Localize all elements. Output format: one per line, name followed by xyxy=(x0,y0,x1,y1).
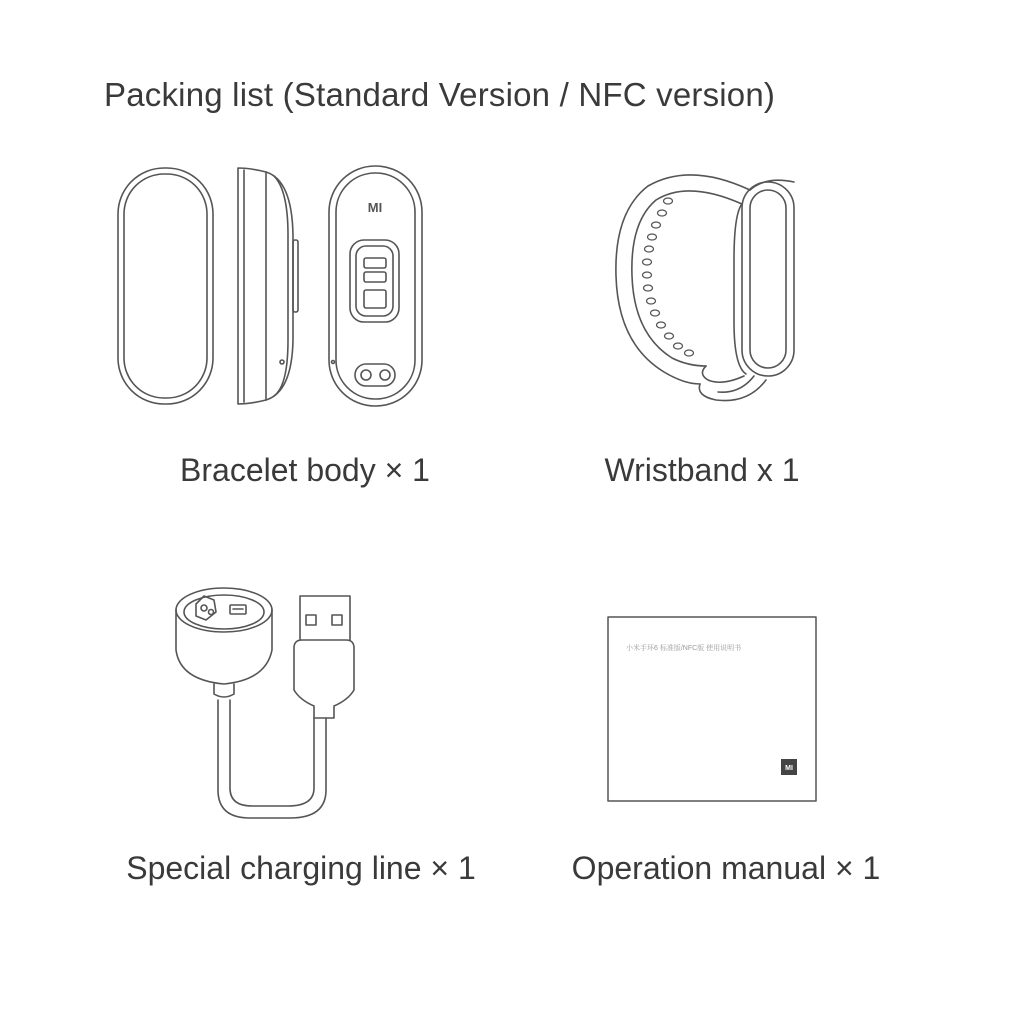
wristband-holes xyxy=(643,198,694,356)
wristband-caption: Wristband x 1 xyxy=(604,452,800,488)
wristband-icon xyxy=(616,175,794,401)
page-title: Packing list (Standard Version / NFC version) xyxy=(104,76,776,113)
usb-plug xyxy=(294,596,354,718)
charging-cable-icon xyxy=(176,588,354,818)
mi-logo-bracelet: MI xyxy=(367,200,383,215)
manual-cover-text: 小米手环6 标准版/NFC版 使用说明书 xyxy=(626,645,742,652)
mi-logo-manual: MI xyxy=(785,765,793,772)
charging-line-caption: Special charging line × 1 xyxy=(126,850,476,886)
bracelet-back-view xyxy=(329,166,422,406)
bracelet-body-icon xyxy=(118,166,422,406)
bracelet-body-caption: Bracelet body × 1 xyxy=(180,452,430,488)
operation-manual-caption: Operation manual × 1 xyxy=(571,850,881,886)
bracelet-front-view xyxy=(118,168,213,404)
operation-manual-icon xyxy=(608,617,816,801)
charging-cradle xyxy=(176,588,272,697)
bracelet-side-view xyxy=(238,168,298,404)
